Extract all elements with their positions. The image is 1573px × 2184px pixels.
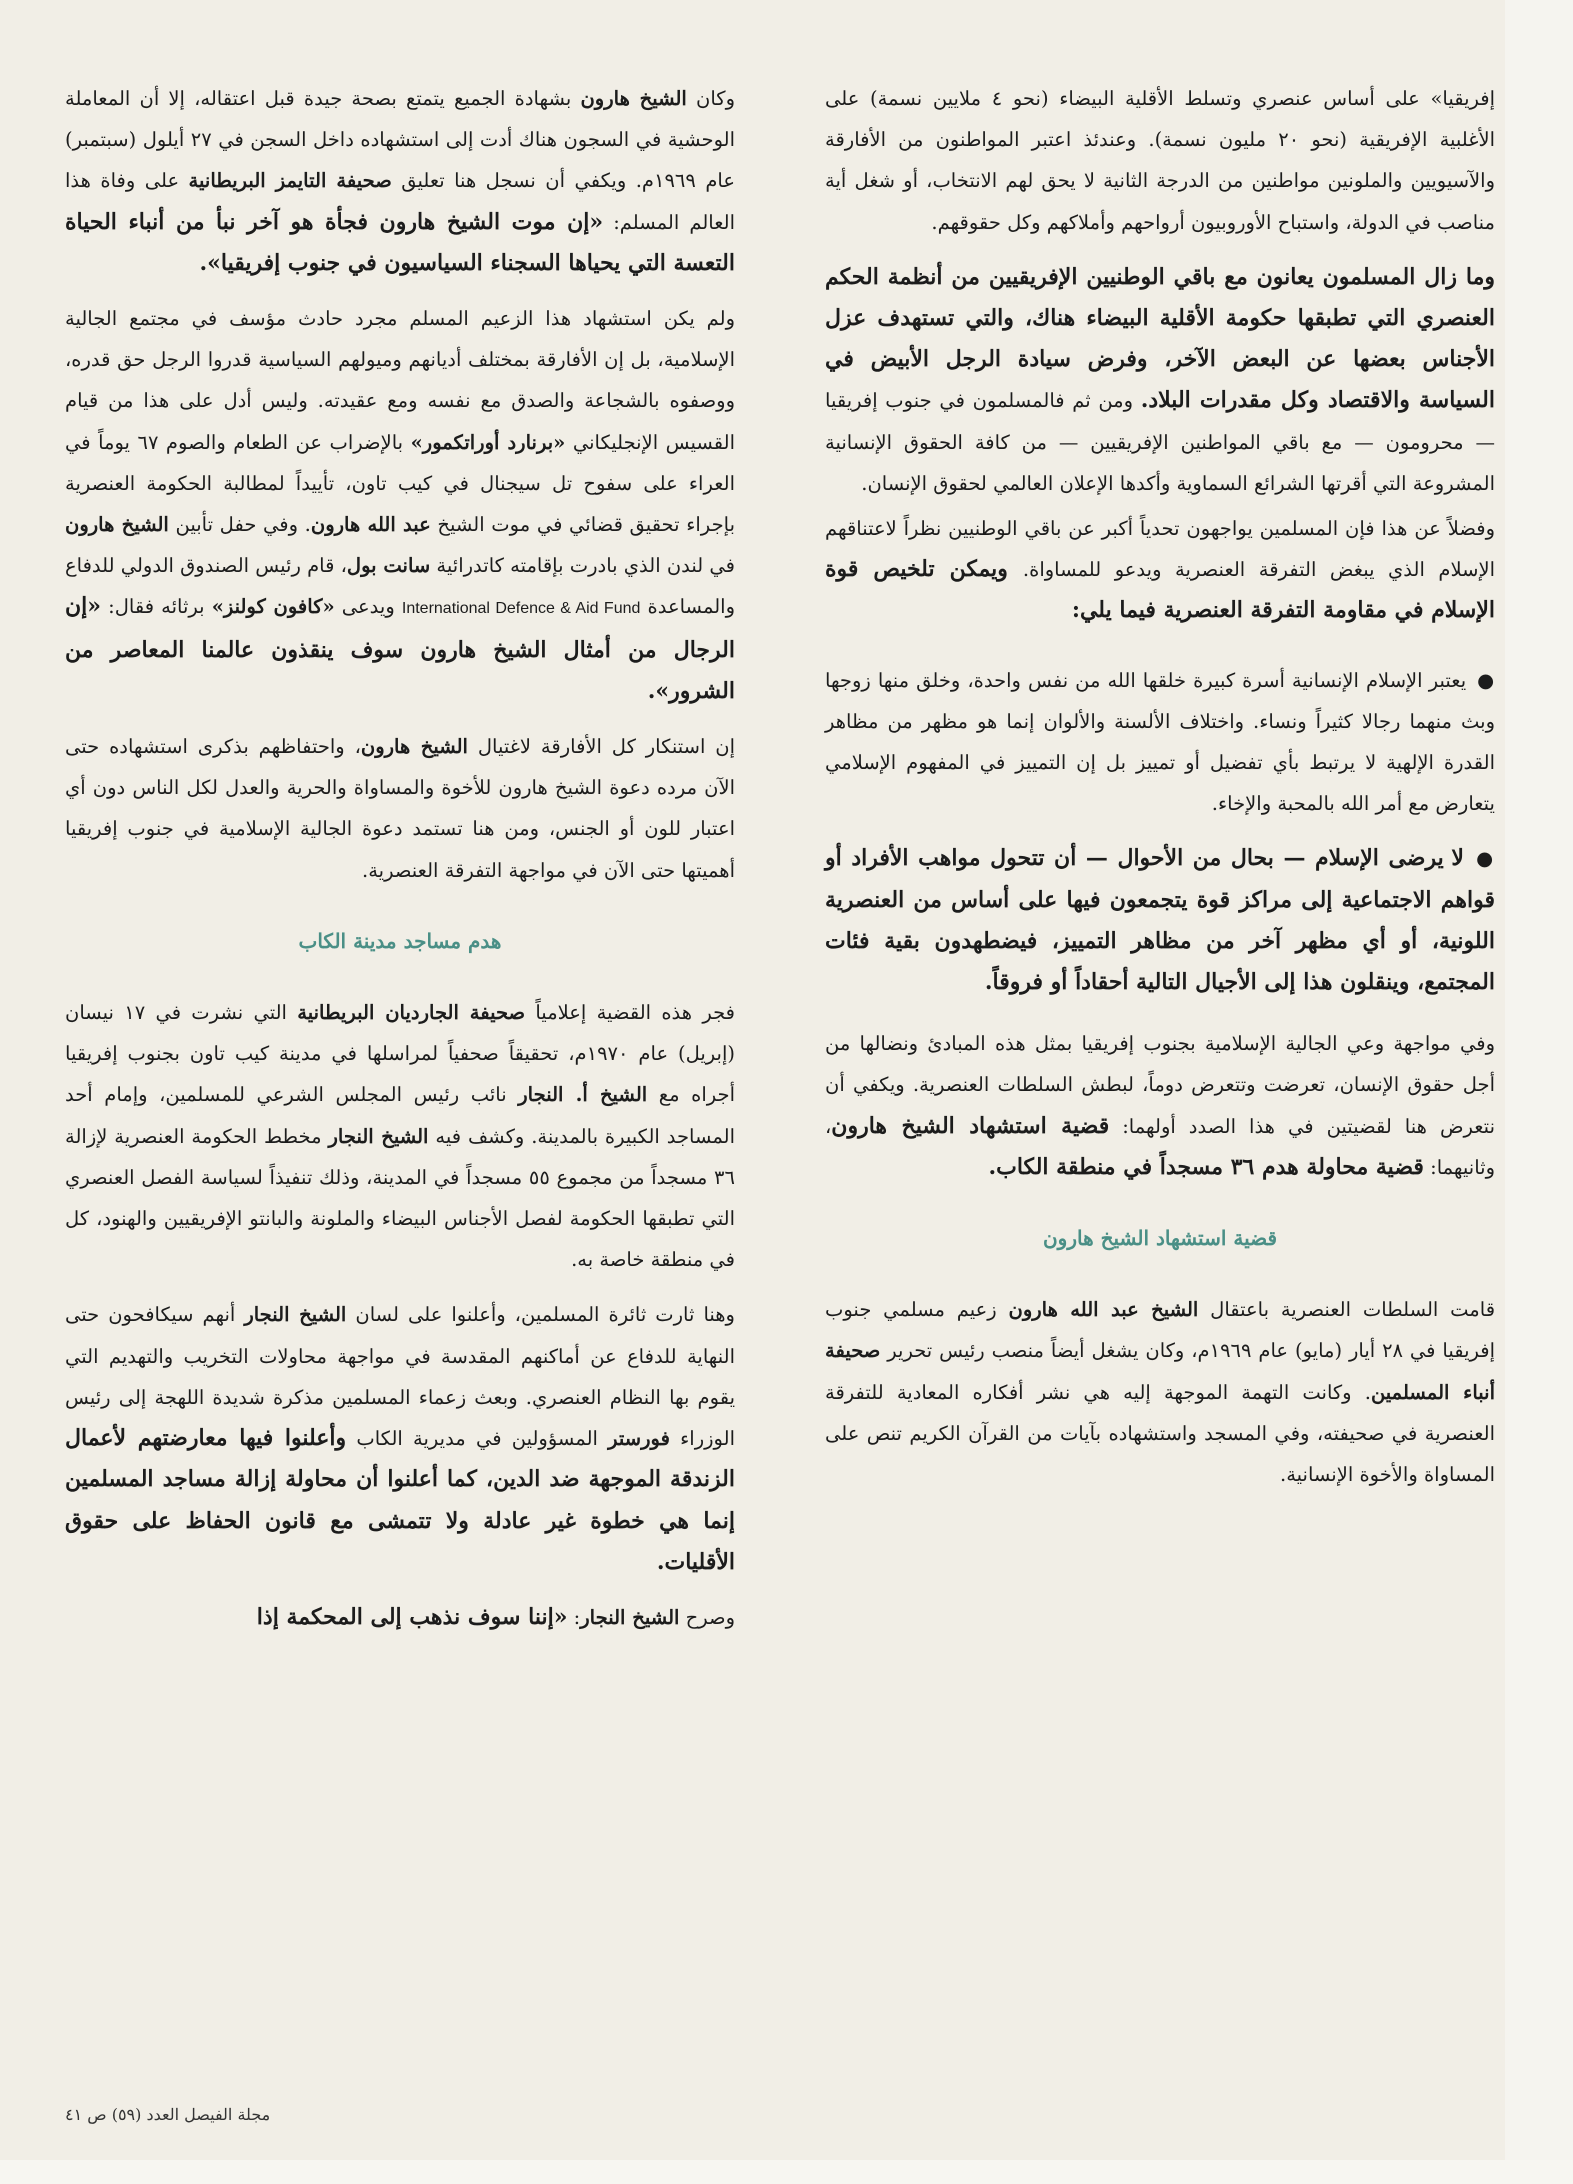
bold-text: الشيخ هارون	[580, 87, 687, 110]
text: وفضلاً عن هذا فإن المسلمين يواجهون تحدياً أكبر عن باقي الوطنيين نظراً لاعتناقهم الإسلام الذي يبغض التفرقة العنصرية ويدعو للمساواة.	[825, 517, 1495, 582]
text: فجر هذه القضية إعلامياً	[525, 1001, 735, 1025]
text: مخطط الحكومة العنصرية لإزالة ٣٦ مسجداً من مجموع ٥٥ مسجداً في المدينة، وذلك تنفيذاً لسياسة الفصل العنصري التي تطبقها الحكومة لفصل الأجناس البيضاء والملونة والبانتو الإفريقيين والهنود، كل في منطقة خاصة به.	[65, 1124, 735, 1272]
text: وهنا ثارت ثائرة المسلمين، وأعلنوا على لسان	[346, 1303, 735, 1327]
text: وصرح	[679, 1605, 735, 1629]
bold-text: لا يرضى الإسلام — بحال من الأحوال — أن تتحول مواهب الأفراد أو قواهم الاجتماعية إلى مراكز قوة يتجمعون فيها على أساس من العنصرية اللونية، أو أي مظهر آخر من مظاهر التمييز، فيضطهدون بقية فئات المجتمع، وينقلون هذا إلى الأجيال التالية أحقاداً أو فروقاً.	[825, 845, 1495, 996]
bold-text: صحيفة أنباء المسلمين	[825, 1339, 1495, 1404]
text: التي نشرت في ١٧ نيسان (إبريل) عام ١٩٧٠م، تحقيقاً صحفياً لمراسلها في مدينة كيب تاون بجنوب إفريقيا أجراه مع	[65, 1001, 736, 1107]
bullet-icon: ●	[1476, 847, 1495, 871]
quote: «إن موت الشيخ هارون فجأة هو آخر نبأ من أنباء الحياة التعسة التي يحياها السجناء السياسيون في جنوب إفريقيا».	[65, 208, 735, 276]
paragraph	[825, 1023, 1495, 1188]
text: إفريقيا» على أساس عنصري وتسلط الأقلية البيضاء (نحو ٤ ملايين نسمة) على الأغلبية الإفريقية (نحو ٢٠ مليون نسمة). وعندئذ اعتبر المواطنون من الأفارقة والآسيويين والملونين مواطنين من الدرجة الثانية لا يحق لهم الانتخاب، أو شغل أية مناصب في الدولة، واستباح الأوروبيون أرواحهم وأملاكهم وكل حقوقهم.	[825, 87, 1495, 234]
paragraph	[825, 1289, 1495, 1495]
section-title: قضية استشهاد الشيخ هارون	[1042, 1226, 1278, 1251]
scan-edge-bottom	[0, 2160, 1573, 2184]
text: ولم يكن استشهاد هذا الزعيم المسلم مجرد حادث مؤسف في مجتمع الجالية الإسلامية، بل إن الأفارقة بمختلف أديانهم وميولهم السياسية قدروا الرجل حق قدره، ووصفوه بالشجاعة والصدق مع نفسه ومع عقيدته. وليس أدل على هذا من قيام القسيس الإنجليكاني	[65, 307, 735, 454]
text: ومن ثم فالمسلمون في جنوب إفريقيا — محرومون — مع باقي المواطنين الإفريقيين — من كافة الحقوق الإنسانية المشروعة التي أقرتها الشرائع السماوية وأكدها الإعلان العالمي لحقوق الإنسان.	[825, 389, 1495, 495]
text: أنهم سيكافحون حتى النهاية للدفاع عن أماكنهم المقدسة في مواجهة محاولات التخريب والتهديم التي يقوم بها النظام العنصري. وبعث زعماء المسلمين مذكرة شديدة اللهجة إلى رئيس الوزراء	[65, 1303, 735, 1451]
bullet-item	[825, 838, 1495, 1003]
bold-text: صحيفة التايمز البريطانية	[188, 169, 392, 193]
quote: «إن الرجال من أمثال الشيخ هارون سوف ينقذون عالمنا المعاصر من الشرور».	[65, 593, 735, 704]
bold-text: فورستر	[608, 1427, 670, 1451]
section-title: هدم مساجد مدينة الكاب	[298, 928, 502, 953]
bold-text: صحيفة الجارديان البريطانية	[297, 1001, 526, 1025]
left-column	[65, 78, 735, 1652]
paragraph	[825, 257, 1495, 504]
text: نائب رئيس المجلس الشرعي للمسلمين، وإمام أحد المساجد الكبيرة بالمدينة. وكشف فيه	[65, 1083, 735, 1148]
paragraph	[65, 1294, 735, 1582]
text: وفي مواجهة وعي الجالية الإسلامية بجنوب إفريقيا بمثل هذه المبادئ ونضالها من أجل حقوق الإنسان، تعرضت وتتعرض دوماً، لبطش السلطات العنصرية. ويكفي أن نتعرض هنا لقضيتين في هذا الصدد أولهما:	[825, 1032, 1495, 1138]
page-footer: مجلة الفيصل العدد (٥٩) ص ٤١	[65, 2105, 271, 2124]
text: المسؤولين في مديرية الكاب	[346, 1427, 609, 1451]
paragraph	[65, 298, 735, 712]
bold-text: الشيخ أ. النجار	[518, 1083, 648, 1107]
text: يعتبر الإسلام الإنسانية أسرة كبيرة خلقها الله من نفس واحدة، وخلق منها زوجها وبث منهما رجالا كثيراً ونساء. واختلاف الألسنة والألوان إنما هو مظهر من مظاهر القدرة الإلهية لا يرتبط بأي تفضيل أو تمييز بل إن التمييز في المفهوم الإسلامي يتعارض مع أمر الله بالمحبة والإخاء.	[825, 668, 1495, 816]
bold-text: قضية محاولة هدم ٣٦ مسجداً في منطقة الكاب.	[988, 1153, 1424, 1180]
text: ويدعى	[334, 595, 402, 619]
bold-text: سانت بول	[346, 554, 431, 578]
bold-text: الشيخ النجار	[328, 1124, 429, 1148]
text: على وفاة هذا العالم المسلم:	[65, 169, 735, 234]
paragraph	[65, 992, 735, 1280]
text: زعيم مسلمي جنوب إفريقيا في ٢٨ أيار (مايو) عام ١٩٦٩م، وكان يشغل أيضاً منصب رئيس تحرير	[825, 1298, 1495, 1363]
bold-text: «كافون كولنز»	[211, 595, 335, 619]
text: ، قام رئيس الصندوق الدولي للدفاع والمساعدة	[65, 554, 735, 619]
bold-text: وأعلنوا فيها معارضتهم لأعمال الزندقة الموجهة ضد الدين، كما أعلنوا أن محاولة إزالة مساجد المسلمين إنما هي خطوة غير عادلة ولا تتمشى مع قانون الحفاظ على حقوق الأقليات.	[65, 1425, 735, 1575]
text: بالإضراب عن الطعام والصوم ٦٧ يوماً في العراء على سفوح تل سيجنال في كيب تاون، تأييداً لمطالبة الحكومة العنصرية بإجراء تحقيق قضائي في موت الشيخ	[65, 430, 735, 537]
text: . وفي حفل تأبين	[168, 513, 311, 537]
bold-text: الشيخ هارون	[65, 513, 169, 537]
bullet-icon: ●	[1477, 668, 1496, 692]
text: في لندن الذي بادرت بإقامته كاتدرائية	[430, 554, 735, 578]
bold-text: عبد الله هارون	[310, 513, 431, 537]
scan-edge	[1505, 0, 1573, 2184]
text: ، وثانيهما:	[825, 1114, 1495, 1179]
bold-text: «برنارد أوراتكمور»	[410, 430, 566, 454]
bold-text: الشيخ عبد الله هارون	[1008, 1298, 1199, 1322]
text: . وكانت التهمة الموجهة إليه هي نشر أفكاره المعادية للتفرقة العنصرية في صحيفته، وفي المسجد واستشهاده بآيات من القرآن الكريم تنص على المساواة والأخوة الإنسانية.	[825, 1380, 1495, 1487]
paragraph	[65, 1597, 735, 1638]
text: إن استنكار كل الأفارقة لاغتيال	[467, 735, 735, 759]
text: برثائه فقال:	[101, 595, 212, 619]
text: ، واحتفاظهم بذكرى استشهاده حتى الآن مرده دعوة الشيخ هارون للأخوة والمساواة والحرية والعدل لكل الناس دون أي اعتبار للون أو الجنس، ومن هنا تستمد دعوة الجالية الإسلامية في جنوب إفريقيا أهميتها حتى الآن في مواجهة التفرقة العنصرية.	[65, 735, 735, 882]
paragraph	[65, 726, 735, 891]
paragraph	[825, 508, 1495, 632]
latin-text: International Defence & Aid Fund	[401, 600, 641, 618]
text: قامت السلطات العنصرية باعتقال	[1198, 1298, 1496, 1322]
bold-text: ويمكن تلخيص قوة الإسلام في مقاومة التفرقة العنصرية فيما يلي:	[825, 556, 1495, 624]
paragraph	[65, 78, 735, 284]
bold-text: «إننا سوف نذهب إلى المحكمة إذا	[256, 1603, 568, 1630]
bold-text: وما زال المسلمون يعانون مع باقي الوطنيين الإفريقيين من أنظمة الحكم العنصري التي تطبقها حكومة الأقلية البيضاء هناك، والتي تستهدف عزل الأجناس بعضها عن البعض الآخر، وفرض سيادة الرجل الأبيض في السياسة والاقتصاد وكل مقدرات البلاد.	[825, 263, 1495, 414]
bold-text: الشيخ النجار	[244, 1303, 347, 1327]
paragraph	[825, 78, 1495, 243]
right-column	[825, 78, 1495, 1509]
text: :	[567, 1605, 581, 1629]
text: بشهادة الجميع يتمتع بصحة جيدة قبل اعتقاله، إلا أن المعاملة الوحشية في السجون هناك أدت إلى استشهاده داخل السجن في ٢٧ أيلول (سبتمبر) عام ١٩٦٩م. ويكفي أن نسجل هنا تعليق	[65, 87, 735, 193]
bold-text: قضية استشهاد الشيخ هارون	[831, 1112, 1110, 1139]
text: وكان	[686, 87, 735, 110]
bullet-item	[825, 660, 1495, 825]
bold-text: الشيخ النجار	[580, 1605, 680, 1629]
bold-text: الشيخ هارون	[360, 735, 468, 759]
